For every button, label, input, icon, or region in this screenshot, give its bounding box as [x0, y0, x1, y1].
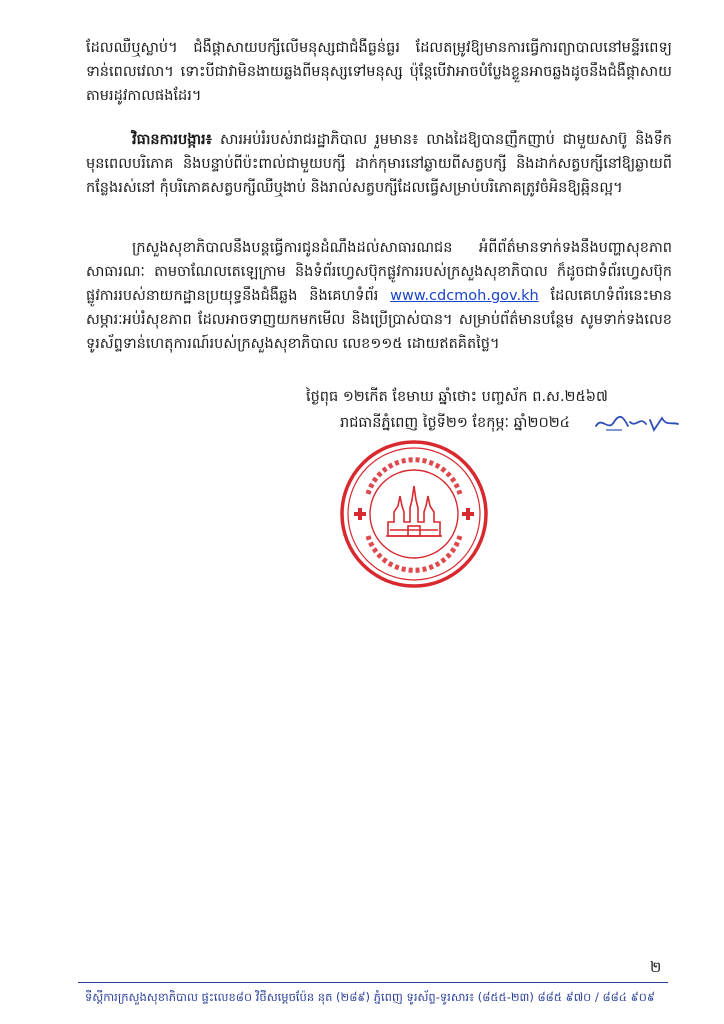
website-link[interactable]: www.cdcmoh.gov.kh: [390, 288, 539, 304]
footer-divider: [78, 982, 668, 983]
signature-initials-icon: [592, 412, 682, 434]
solar-date: រាជធានីភ្នំពេញ ថ្ងៃទី២១ ខែកុម្ភៈ ឆ្នាំ២០២៤: [340, 415, 570, 431]
paragraph-text: ក្រសួងសុខាភិបាលនឹងបន្តធ្វើការជូនដំណឹងដល់សាធារណជន អំពីព័ត៌មានទាក់ទងនឹងបញ្ហាសុខភាពសាធារណៈ តាមចាណែលតេឡេក្រាម និងទំព័រហ្វេសប៊ុកផ្លូវការរបស់ក្រសួងសុខាភិបាល ក៏ដូចជាទំព័រហ្វេសប៊ុកផ្លូវការរបស់នាយកដ្ឋានប្រយុទ្ធនឹងជំងឺឆ្លង និងគេហទំព័រ: [86, 240, 672, 304]
paragraph-public-information: [86, 236, 672, 356]
lunar-date: ថ្ងៃពុធ ១២កើត ខែមាឃ ឆ្នាំថោះ បញ្ចស័ក ព.ស.២៥៦៧: [306, 389, 608, 405]
paragraph-text: ដែលឈឺឬស្លាប់។ ជំងឺផ្ដាសាយបក្សីលើមនុស្សជាជំងឺធ្ងន់ធ្ងរ ដែលតម្រូវឱ្យមានការធ្វើការព្យាបាលនៅមន្ទីរពេទ្យទាន់ពេលវេលា។ ទោះបីជាវាមិនងាយឆ្លងពីមនុស្សទៅមនុស្ស ប៉ុន្តែបើវាអាចបំប្លែងខ្លួនអាចឆ្លងដូចនឹងជំងឺផ្ដាសាយតាមរដូវកាលផងដែរ។: [86, 40, 672, 104]
page-number: ២: [650, 958, 662, 976]
paragraph-disease-description: [86, 36, 672, 108]
footer-address: ទីស្ដីការក្រសួងសុខាភិបាល ផ្ទះលេខ៨០ វិថីសម្ដេចប៉ែន នុត (២៨៩) ភ្នំពេញ ទូរស័ព្ទ-ទូរសារ៖ (៨៥៥-២៣) ៨៨៥ ៩៧០ / ៨៨៤ ៩០៩: [84, 990, 656, 1004]
ministry-seal-icon: [338, 438, 490, 590]
paragraph-prevention-measures: [86, 128, 672, 200]
paragraph-text: សារអប់រំរបស់រាជរដ្ឋាភិបាល រួមមាន៖ លាងដៃឱ្យបានញឹកញាប់ ជាមួយសាប៊ូ និងទឹកមុនពេលបរិភោគ និងបន្ទាប់ពីប៉ះពាល់ជាមួយបក្សី ដាក់កុមារនៅឆ្ងាយពីសត្វបក្សី និងដាក់សត្វបក្សីនៅឱ្យឆ្ងាយពីកន្លែងរស់នៅ កុំបរិភោគសត្វបក្សីឈឺឬងាប់ និងរាល់សត្វបក្សីដែលធ្វើសម្រាប់បរិភោគត្រូវចំអិនឱ្យឆ្អិនល្អ។: [86, 132, 672, 196]
paragraph-text: ដែលគេហទំព័រនេះមានសម្ភារៈអប់រំសុខភាព ដែលអាចទាញយកមកមើល និងប្រើប្រាស់បាន។ សម្រាប់ព័ត៌មានបន្ថែម សូមទាក់ទងលេខទូរស័ព្ទទាន់ហេតុការណ៍របស់ក្រសួងសុខាភិបាល លេខ១១៥ ដោយឥតគិតថ្លៃ។: [86, 288, 672, 352]
prevention-heading: វិធានការបង្ការ៖: [132, 132, 213, 148]
